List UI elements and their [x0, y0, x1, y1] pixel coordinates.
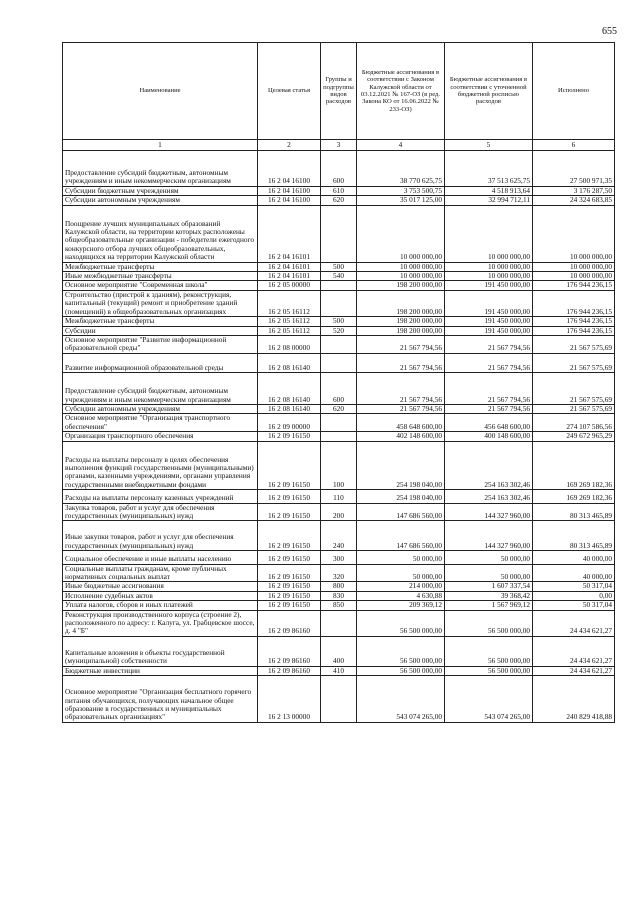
row-law-allocation: 214 000,00 [409, 581, 442, 591]
row-target-article: 16 2 08 16140 [268, 362, 310, 372]
row-name: Закупка товаров, работ и услуг для обеспечения государственных (муниципальных) нужд [65, 502, 215, 520]
row-expense-group: 400 [333, 656, 344, 666]
row-target-article: 16 2 09 16150 [268, 479, 310, 489]
row-name: Расходы на выплаты персоналу в целях обеспечения выполнения функций государственными (муниципальными) органами, казенными учреждениями, органами управления государственными внебюджетными фондами [65, 454, 254, 489]
header-name: Наименование [63, 43, 258, 140]
row-law-allocation: 254 198 040,00 [396, 479, 442, 489]
row-target-article: 16 2 09 16150 [268, 540, 310, 550]
table-row [63, 564, 615, 582]
row-target-article: 16 2 04 16100 [268, 195, 310, 205]
table-body [63, 151, 615, 723]
row-refined-allocation: 400 148 600,00 [484, 431, 530, 441]
row-executed: 21 567 575,69 [570, 362, 612, 372]
row-refined-allocation: 456 648 600,00 [484, 421, 530, 431]
row-name: Иные закупки товаров, работ и услуг для обеспечения государственных (муниципальных) нужд [65, 532, 234, 550]
row-executed: 176 944 236,15 [566, 306, 612, 316]
row-refined-allocation: 21 567 794,56 [488, 403, 530, 413]
row-refined-allocation: 21 567 794,56 [488, 362, 530, 372]
row-refined-allocation: 543 074 265,00 [484, 712, 530, 722]
row-target-article: 16 2 09 16150 [268, 572, 310, 582]
row-executed: 80 313 465,89 [570, 511, 612, 520]
row-law-allocation: 209 369,12 [409, 600, 442, 610]
row-law-allocation: 3 753 500,75 [403, 185, 442, 195]
row-name: Основное мероприятие "Организация бесплатного горячего питания обучающихся, получающих начальное общее образование в государственных и муниципальных образовательных организациях" [65, 687, 252, 722]
row-name: Субсидии [65, 325, 96, 335]
row-refined-allocation: 254 163 302,46 [484, 479, 530, 489]
row-law-allocation: 56 500 000,00 [400, 665, 442, 675]
row-name: Уплата налогов, сборов и иных платежей [65, 600, 193, 610]
row-name: Субсидии автономным учреждениям [65, 195, 180, 205]
row-executed: 24 434 621,27 [570, 626, 612, 636]
row-executed: 40 000,00 [582, 554, 612, 564]
row-executed: 24 324 683,85 [570, 195, 612, 205]
row-target-article: 16 2 09 86160 [268, 626, 310, 636]
row-expense-group: 520 [333, 325, 344, 335]
row-name: Межбюджетные трансферты [65, 261, 155, 271]
row-refined-allocation: 50 000,00 [500, 554, 530, 564]
row-executed: 21 567 575,69 [570, 394, 612, 404]
row-refined-allocation: 4 518 913,64 [491, 185, 530, 195]
row-target-article: 16 2 08 16140 [268, 394, 310, 404]
row-target-article: 16 2 04 16101 [268, 252, 310, 262]
header-target-article: Целевая статья [258, 43, 321, 140]
header-law-allocations: Бюджетные ассигнования в соответствии с Законом Калужской области от 03.12.2021 № 167-ОЗ (в ред. Закона КО от 16.06.2022 № 233-ОЗ) [357, 43, 445, 140]
row-target-article: 16 2 04 16100 [268, 185, 310, 195]
row-law-allocation: 50 000,00 [412, 572, 442, 582]
row-expense-group: 200 [333, 511, 344, 520]
table-row [63, 441, 615, 490]
row-executed: 40 000,00 [582, 572, 612, 582]
row-law-allocation: 35 017 125,00 [400, 195, 442, 205]
row-target-article: 16 2 09 16150 [268, 554, 310, 564]
row-name: Иные бюджетные ассигнования [65, 581, 164, 591]
row-executed: 24 434 621,27 [570, 665, 612, 675]
row-executed: 169 269 182,36 [566, 479, 612, 489]
row-executed: 0,00 [599, 590, 612, 600]
table-row [63, 290, 615, 316]
row-expense-group: 600 [333, 394, 344, 404]
row-law-allocation: 147 686 560,00 [396, 511, 442, 520]
row-executed: 176 944 236,15 [566, 316, 612, 326]
column-number: 2 [258, 140, 321, 151]
row-target-article: 16 2 09 16150 [268, 600, 310, 610]
table-row [63, 636, 615, 666]
table-row [63, 335, 615, 353]
table-row [63, 353, 615, 372]
row-expense-group: 620 [333, 403, 344, 413]
row-refined-allocation: 191 450 000,00 [484, 280, 530, 290]
row-name: Межбюджетные трансферты [65, 316, 155, 326]
row-executed: 3 176 287,50 [573, 185, 612, 195]
row-name: Реконструкция производственного корпуса (строение 2), расположенного по адресу: г. Калуга, ул. Грабцевское шоссе, д. 4 "Б" [65, 609, 255, 636]
row-law-allocation: 198 200 000,00 [396, 306, 442, 316]
row-executed: 80 313 465,89 [570, 540, 612, 550]
row-name: Основное мероприятие "Развитие информационной образовательной среды" [65, 334, 227, 353]
row-executed: 27 500 971,35 [570, 176, 612, 186]
row-target-article: 16 2 09 16150 [268, 511, 310, 520]
row-refined-allocation: 191 450 000,00 [484, 306, 530, 316]
table-row [63, 196, 615, 205]
table-row [63, 551, 615, 564]
page-number: 655 [602, 26, 617, 37]
header-executed: Исполнено [533, 43, 615, 140]
row-refined-allocation: 191 450 000,00 [484, 316, 530, 326]
row-executed: 10 000 000,00 [570, 261, 612, 271]
budget-execution-table [62, 42, 615, 723]
row-law-allocation: 254 198 040,00 [396, 493, 442, 503]
row-refined-allocation: 191 450 000,00 [484, 325, 530, 335]
row-target-article: 16 2 08 00000 [268, 343, 310, 353]
row-law-allocation: 10 000 000,00 [400, 261, 442, 271]
table-row [63, 373, 615, 405]
row-name: Бюджетные инвестиции [65, 665, 140, 675]
row-executed: 21 567 575,69 [570, 343, 612, 353]
row-executed: 274 107 586,56 [566, 421, 612, 431]
row-target-article: 16 2 05 16112 [268, 325, 310, 335]
table-row [63, 432, 615, 441]
row-name: Социальное обеспечение и иные выплаты населению [65, 554, 232, 564]
row-executed: 10 000 000,00 [570, 271, 612, 281]
row-name: Социальные выплаты гражданам, кроме публичных нормативных социальных выплат [65, 563, 227, 582]
row-name: Поощрение лучших муниципальных образований Калужской области, на территории которых расположены общеобразовательные организации - победители ежегодного конкурсного отбора лучших общеобразовательных, находящихся на территории Калужской области [65, 218, 254, 262]
row-refined-allocation: 1 567 969,12 [491, 600, 530, 610]
row-target-article: 16 2 05 16112 [268, 306, 310, 316]
row-target-article: 16 2 09 16150 [268, 493, 310, 503]
row-refined-allocation: 144 327 960,00 [484, 540, 530, 550]
row-name: Предоставление субсидий бюджетным, автономным учреждениям и иным некоммерческим организациям [65, 386, 231, 404]
column-number: 6 [533, 140, 615, 151]
row-law-allocation: 4 630,88 [416, 590, 442, 600]
row-executed: 169 269 182,36 [566, 493, 612, 503]
header-row [63, 43, 615, 140]
header-refined-allocations: Бюджетные ассигнования в соответствии с уточненной бюджетной росписью расходов [445, 43, 533, 140]
row-name: Развитие информационной образовательной среды [65, 362, 224, 372]
row-name: Субсидии бюджетным учреждениям [65, 185, 179, 195]
table-row [63, 503, 615, 521]
row-expense-group: 540 [333, 271, 344, 281]
row-expense-group: 320 [333, 572, 344, 582]
row-expense-group: 830 [333, 590, 344, 600]
row-target-article: 16 2 08 16140 [268, 403, 310, 413]
table-row [63, 414, 615, 432]
row-name: Расходы на выплаты персоналу казенных учреждений [65, 493, 234, 503]
row-target-article: 16 2 09 16150 [268, 431, 310, 441]
row-law-allocation: 56 500 000,00 [400, 656, 442, 666]
row-target-article: 16 2 09 00000 [268, 421, 310, 431]
row-law-allocation: 21 567 794,56 [400, 343, 442, 353]
row-executed: 21 567 575,69 [570, 403, 612, 413]
row-expense-group: 410 [333, 665, 344, 675]
row-executed: 176 944 236,15 [566, 325, 612, 335]
row-name: Строительство (пристрой к зданиям), реконструкция, капитальный (текущий) ремонт и приобретение зданий (помещений) в общеобразовательных организациях [65, 289, 238, 316]
row-expense-group: 110 [333, 493, 344, 503]
row-refined-allocation: 144 327 960,00 [484, 511, 530, 520]
row-executed: 240 829 418,88 [566, 712, 612, 722]
row-executed: 176 944 236,15 [566, 280, 612, 290]
table-row [63, 490, 615, 503]
row-target-article: 16 2 05 16112 [268, 316, 310, 326]
header-expense-groups: Группы и подгруппы видов расходов [321, 43, 357, 140]
row-target-article: 16 2 04 16101 [268, 271, 310, 281]
column-number: 3 [321, 140, 357, 151]
column-number: 5 [445, 140, 533, 151]
table-row [63, 521, 615, 551]
row-executed: 50 317,04 [582, 600, 612, 610]
row-refined-allocation: 56 500 000,00 [488, 656, 530, 666]
row-target-article: 16 2 09 86160 [268, 656, 310, 666]
row-refined-allocation: 254 163 302,46 [484, 493, 530, 503]
row-law-allocation: 56 500 000,00 [400, 626, 442, 636]
row-target-article: 16 2 09 16150 [268, 590, 310, 600]
table-row [63, 676, 615, 723]
row-refined-allocation: 10 000 000,00 [488, 271, 530, 281]
row-law-allocation: 10 000 000,00 [400, 271, 442, 281]
row-refined-allocation: 32 994 712,11 [488, 195, 530, 205]
row-refined-allocation: 10 000 000,00 [488, 252, 530, 262]
row-target-article: 16 2 09 86160 [268, 665, 310, 675]
table-row [63, 610, 615, 636]
row-target-article: 16 2 09 16150 [268, 581, 310, 591]
column-number: 4 [357, 140, 445, 151]
row-executed: 10 000 000,00 [570, 252, 612, 262]
row-law-allocation: 198 200 000,00 [396, 316, 442, 326]
row-refined-allocation: 56 500 000,00 [488, 626, 530, 636]
row-law-allocation: 21 567 794,56 [400, 394, 442, 404]
row-expense-group: 500 [333, 261, 344, 271]
row-expense-group: 800 [333, 581, 344, 591]
row-name: Иные межбюджетные трансферты [65, 271, 172, 281]
row-target-article: 16 2 04 16100 [268, 176, 310, 186]
row-expense-group: 610 [333, 185, 344, 195]
row-refined-allocation: 21 567 794,56 [488, 343, 530, 353]
row-law-allocation: 198 200 000,00 [396, 280, 442, 290]
row-refined-allocation: 21 567 794,56 [488, 394, 530, 404]
row-law-allocation: 38 770 625,75 [400, 176, 442, 186]
row-expense-group: 500 [333, 316, 344, 326]
row-law-allocation: 21 567 794,56 [400, 403, 442, 413]
column-number-row [63, 140, 615, 151]
column-number: 1 [63, 140, 258, 151]
row-target-article: 16 2 04 16101 [268, 261, 310, 271]
row-law-allocation: 402 148 600,00 [396, 431, 442, 441]
table-row [63, 151, 615, 187]
row-refined-allocation: 1 607 337,54 [491, 581, 530, 591]
row-law-allocation: 50 000,00 [412, 554, 442, 564]
row-law-allocation: 458 648 600,00 [396, 421, 442, 431]
row-refined-allocation: 10 000 000,00 [488, 261, 530, 271]
row-refined-allocation: 39 368,42 [500, 590, 530, 600]
row-refined-allocation: 37 513 625,75 [488, 176, 530, 186]
row-target-article: 16 2 13 00000 [268, 712, 310, 722]
row-expense-group: 300 [333, 554, 344, 564]
row-law-allocation: 21 567 794,56 [400, 362, 442, 372]
row-executed: 24 434 621,27 [570, 656, 612, 666]
row-law-allocation: 10 000 000,00 [400, 252, 442, 262]
row-expense-group: 100 [333, 479, 344, 489]
row-name: Основное мероприятие "Организация транспортного обеспечения" [65, 413, 231, 431]
row-law-allocation: 147 686 560,00 [396, 540, 442, 550]
row-name: Исполнение судебных актов [65, 590, 153, 600]
row-expense-group: 620 [333, 195, 344, 205]
table-row [63, 205, 615, 262]
row-name: Субсидии автономным учреждениям [65, 403, 180, 413]
row-name: Капитальные вложения в объекты государственной (муниципальной) собственности [65, 647, 225, 666]
row-law-allocation: 198 200 000,00 [396, 325, 442, 335]
row-name: Основное мероприятие "Современная школа" [65, 280, 208, 290]
row-law-allocation: 543 074 265,00 [396, 712, 442, 722]
row-expense-group: 240 [333, 540, 344, 550]
row-expense-group: 850 [333, 600, 344, 610]
row-executed: 50 317,04 [582, 581, 612, 591]
row-refined-allocation: 50 000,00 [500, 572, 530, 582]
row-target-article: 16 2 05 00000 [268, 280, 310, 290]
row-expense-group: 600 [333, 176, 344, 186]
row-name: Предоставление субсидий бюджетным, автономным учреждениям и иным некоммерческим организациям [65, 168, 231, 186]
row-name: Организация транспортного обеспечения [65, 431, 194, 441]
row-refined-allocation: 56 500 000,00 [488, 665, 530, 675]
table-row [63, 666, 615, 675]
row-executed: 249 672 965,29 [566, 431, 612, 441]
